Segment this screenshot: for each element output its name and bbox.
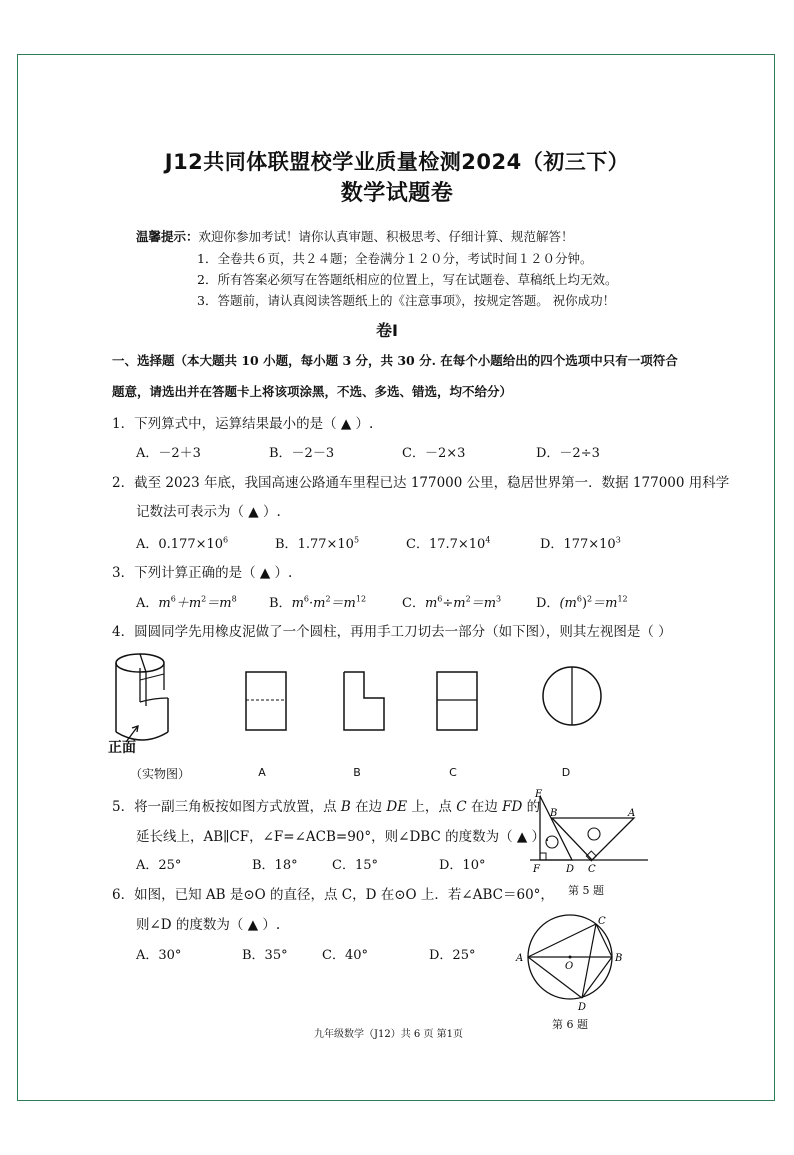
q2-option-a: A．$0.177\times 10^6$ [136, 535, 229, 552]
q5-point-f: F [533, 864, 540, 875]
q5-stem-1: 5．将一副三角板按如图方式放置，点 B 在边 DE 上，点 C 在边 FD 的 [112, 799, 541, 815]
q6-point-o: O [565, 961, 574, 972]
q6-figure [512, 912, 632, 1012]
q6-stem-1: 6．如图，已知 AB 是⊙O 的直径，点 C，D 在⊙O 上．若∠ABC＝60°， [112, 887, 554, 903]
q3-option-d: D．$(m^6)^2=m^{12}$ [536, 594, 628, 611]
notice-item-1: 1．全卷共６页，共２４题；全卷满分１２０分，考试时间１２０分钟。 [197, 251, 593, 266]
q1-option-a: A．－2＋3 [136, 446, 201, 461]
q6-figure-caption: 第 6 题 [552, 1018, 588, 1031]
q5-option-a: A．25° [136, 858, 182, 873]
q2-stem-1: 2．截至 2023 年底，我国高速公路通车里程已达 177000 公里，稳居世界第一．数据 177000 用科学 [112, 475, 730, 491]
q5-option-b: B．18° [252, 858, 298, 873]
q6-option-b: B．35° [242, 948, 288, 963]
q5-point-b: B [550, 808, 558, 819]
q6-point-b: B [615, 953, 623, 964]
q1-stem: 1．下列算式中，运算结果最小的是（ ▲ ）. [112, 416, 374, 432]
volume-title: 卷Ⅰ [376, 321, 398, 340]
q4-stem: 4．圆圆同学先用橡皮泥做了一个圆柱，再用手工刀切去一部分（如下图），则其左视图是（ ） [112, 624, 672, 640]
q2-option-c: C．$17.7\times 10^4$ [406, 535, 491, 552]
q5-point-e: E [535, 789, 543, 800]
q3-option-c: C．$m^6\div m^2=m^3$ [402, 594, 502, 611]
q4-caption-a: A [258, 766, 266, 779]
q4-option-c-figure [435, 670, 479, 732]
section-heading-2: 题意，请选出并在答题卡上将该项涂黑，不选、多选、错选，均不给分） [112, 384, 513, 399]
q1-option-c: C．－2×3 [402, 446, 466, 461]
notice-line [136, 227, 574, 245]
q4-caption-b: B [353, 766, 361, 779]
exam-subtitle: 数学试题卷 [340, 181, 454, 206]
notice-item-3: 3．答题前，请认真阅读答题纸上的《注意事项》，按规定答题。 祝你成功！ [197, 293, 616, 308]
q4-option-d-figure [540, 664, 604, 728]
q5-point-a: A [628, 808, 636, 819]
q6-option-c: C．40° [322, 948, 368, 963]
q6-point-a: A [516, 953, 524, 964]
q6-option-a: A．30° [136, 948, 182, 963]
q5-option-c: C．15° [332, 858, 378, 873]
q5-point-c: C [588, 864, 596, 875]
q1-option-b: B．－2－3 [269, 446, 335, 461]
q2-option-d: D．$177\times 10^3$ [540, 535, 621, 552]
q6-option-d: D．25° [429, 948, 476, 963]
q6-stem-2: 则∠D 的度数为（ ▲ ）. [136, 917, 281, 933]
q3-option-b: B．$m^6\cdot m^2=m^{12}$ [269, 594, 367, 611]
notice-item-2: 2．所有答案必须写在答题纸相应的位置上，写在试题卷、草稿纸上均无效。 [197, 272, 618, 287]
q3-stem: 3．下列计算正确的是（ ▲ ）. [112, 565, 293, 581]
q5-figure-caption: 第 5 题 [568, 884, 604, 897]
notice-label: 温馨提示： [136, 229, 199, 244]
q5-stem-2: 延长线上，AB∥CF，∠F=∠ACB=90°，则∠DBC 的度数为（ ▲ ）. [136, 829, 550, 845]
page-footer: 九年级数学（J12）共 6 页 第1页 [314, 1029, 463, 1040]
q6-point-c: C [598, 916, 606, 927]
q2-option-b: B．$1.77\times 10^5$ [275, 535, 360, 552]
q4-front-label: 正面 [108, 740, 136, 756]
q4-option-b-figure [342, 670, 386, 732]
q3-option-a: A．$m^6+m^2=m^8$ [136, 594, 237, 611]
q1-option-d: D．－2÷3 [536, 446, 600, 461]
notice-text: 欢迎你参加考试！请你认真审题、积极思考、仔细计算、规范解答！ [198, 229, 574, 244]
exam-title: J12共同体联盟校学业质量检测2024（初三下） [164, 150, 630, 174]
q5-figure [530, 786, 652, 878]
q5-point-d: D [566, 864, 575, 875]
q4-caption-d: D [561, 766, 571, 779]
q6-point-d: D [578, 1002, 587, 1012]
q4-caption-solid: （实物图） [130, 767, 191, 781]
q2-stem-2: 记数法可表示为（ ▲ ）. [136, 504, 281, 520]
q4-option-a-figure [244, 670, 288, 732]
section-heading-1: 一、选择题（本大题共 10 小题，每小题 3 分，共 30 分. 在每个小题给出的四个选项中只有一项符合 [112, 353, 678, 368]
q5-option-d: D．10° [439, 858, 486, 873]
q4-caption-c: C [449, 766, 457, 779]
